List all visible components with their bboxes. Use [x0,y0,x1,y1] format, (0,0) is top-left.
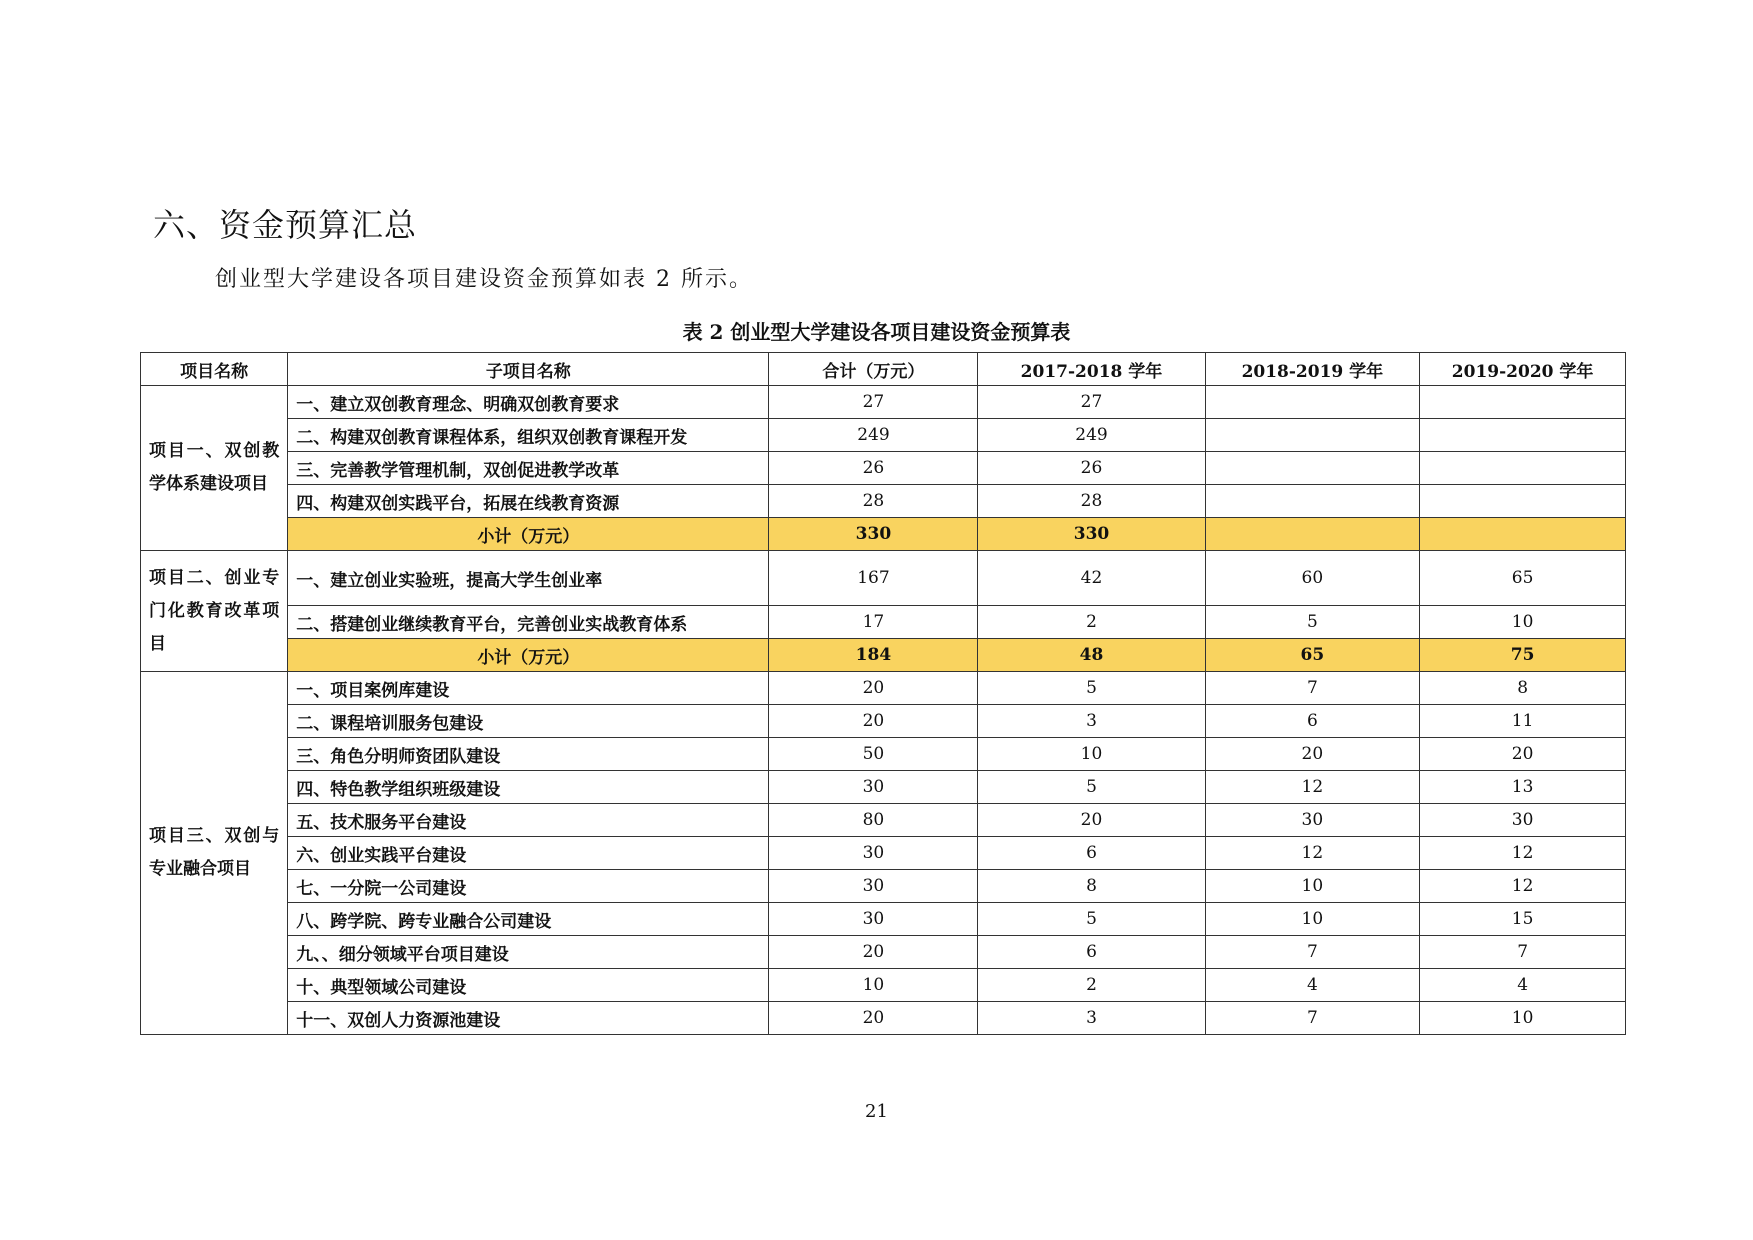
year1-cell: 10 [978,738,1205,771]
table-header [141,353,1626,386]
subtotal-total: 184 [769,639,978,672]
total-cell: 30 [769,870,978,903]
year2-cell: 30 [1205,804,1420,837]
subproject-label: 二、构建双创教育课程体系，组织双创教育课程开发 [288,419,769,452]
total-cell: 30 [769,837,978,870]
total-cell: 20 [769,705,978,738]
year1-cell: 6 [978,837,1205,870]
subproject-label: 三、完善教学管理机制，双创促进教学改革 [288,452,769,485]
subproject-label: 七、一分院一公司建设 [288,870,769,903]
table-row [141,551,1626,606]
table-row [141,804,1626,837]
year2-cell: 12 [1205,837,1420,870]
year3-cell: 10 [1420,1002,1626,1035]
subtotal-year2: 65 [1205,639,1420,672]
year1-cell: 8 [978,870,1205,903]
subtotal-row [141,639,1626,672]
subproject-label: 三、角色分明师资团队建设 [288,738,769,771]
subproject-label: 四、构建双创实践平台，拓展在线教育资源 [288,485,769,518]
table-caption: 表 2 创业型大学建设各项目建设资金预算表 [682,320,1071,344]
table-row [141,606,1626,639]
header-row [141,353,1626,386]
year1-cell: 26 [978,452,1205,485]
subtotal-label: 小计（万元） [288,518,769,551]
subtotal-total: 330 [769,518,978,551]
year2-cell: 5 [1205,606,1420,639]
subproject-label: 二、搭建创业继续教育平台，完善创业实战教育体系 [288,606,769,639]
total-cell: 30 [769,903,978,936]
table-row [141,936,1626,969]
subproject-label: 六、创业实践平台建设 [288,837,769,870]
year3-cell: 4 [1420,969,1626,1002]
total-cell: 27 [769,386,978,419]
table-row [141,672,1626,705]
year3-cell: 20 [1420,738,1626,771]
subproject-label: 十一、双创人力资源池建设 [288,1002,769,1035]
year3-cell: 30 [1420,804,1626,837]
subproject-label: 一、建立创业实验班，提高大学生创业率 [288,551,769,606]
subproject-label: 十、典型领域公司建设 [288,969,769,1002]
year1-cell: 2 [978,606,1205,639]
group-name-project-2: 项目二、创业专门化教育改革项目 [141,551,288,672]
subproject-label: 四、特色教学组织班级建设 [288,771,769,804]
subproject-label: 一、建立双创教育理念、明确双创教育要求 [288,386,769,419]
total-cell: 167 [769,551,978,606]
year2-cell: 20 [1205,738,1420,771]
subproject-label: 五、技术服务平台建设 [288,804,769,837]
year3-cell: 12 [1420,870,1626,903]
year1-cell: 3 [978,1002,1205,1035]
year3-cell [1420,386,1626,419]
year2-cell [1205,452,1420,485]
year2-cell: 6 [1205,705,1420,738]
year2-cell: 7 [1205,1002,1420,1035]
budget-table [140,352,1626,1035]
subtotal-year1: 330 [978,518,1205,551]
group-name-project-1: 项目一、双创教学体系建设项目 [141,386,288,551]
group-name-project-3: 项目三、双创与专业融合项目 [141,672,288,1035]
subproject-label: 九、、细分领域平台项目建设 [288,936,769,969]
year3-cell: 10 [1420,606,1626,639]
total-cell: 249 [769,419,978,452]
table-row [141,452,1626,485]
year2-cell: 10 [1205,870,1420,903]
year3-cell: 13 [1420,771,1626,804]
year3-cell [1420,485,1626,518]
subtotal-year2 [1205,518,1420,551]
table-row [141,903,1626,936]
subtotal-row [141,518,1626,551]
year2-cell: 4 [1205,969,1420,1002]
year1-cell: 27 [978,386,1205,419]
total-cell: 17 [769,606,978,639]
table-body [141,386,1626,1035]
year2-cell [1205,386,1420,419]
year3-cell [1420,452,1626,485]
table-row [141,771,1626,804]
year3-cell: 15 [1420,903,1626,936]
year1-cell: 5 [978,672,1205,705]
year1-cell: 5 [978,771,1205,804]
table-row [141,969,1626,1002]
year2-cell: 60 [1205,551,1420,606]
table-row [141,870,1626,903]
year3-cell: 8 [1420,672,1626,705]
year1-cell: 42 [978,551,1205,606]
total-cell: 26 [769,452,978,485]
header-year-2019-2020: 2019-2020 学年 [1420,353,1626,386]
year3-cell: 7 [1420,936,1626,969]
year2-cell: 7 [1205,672,1420,705]
subproject-label: 一、项目案例库建设 [288,672,769,705]
year1-cell: 3 [978,705,1205,738]
year3-cell: 65 [1420,551,1626,606]
year2-cell [1205,485,1420,518]
header-year-2018-2019: 2018-2019 学年 [1205,353,1420,386]
page-number: 21 [865,1101,888,1122]
year3-cell [1420,419,1626,452]
year1-cell: 28 [978,485,1205,518]
total-cell: 30 [769,771,978,804]
year2-cell: 10 [1205,903,1420,936]
total-cell: 20 [769,672,978,705]
subproject-label: 八、跨学院、跨专业融合公司建设 [288,903,769,936]
year1-cell: 249 [978,419,1205,452]
total-cell: 10 [769,969,978,1002]
year2-cell: 7 [1205,936,1420,969]
total-cell: 20 [769,1002,978,1035]
year1-cell: 5 [978,903,1205,936]
year1-cell: 6 [978,936,1205,969]
subtotal-label: 小计（万元） [288,639,769,672]
total-cell: 80 [769,804,978,837]
year2-cell [1205,419,1420,452]
header-project-name: 项目名称 [141,353,288,386]
subtotal-year3: 75 [1420,639,1626,672]
table-row [141,738,1626,771]
year2-cell: 12 [1205,771,1420,804]
table-row [141,837,1626,870]
year3-cell: 11 [1420,705,1626,738]
table-row [141,386,1626,419]
section-heading: 六、资金预算汇总 [153,206,418,244]
year1-cell: 20 [978,804,1205,837]
header-subproject-name: 子项目名称 [288,353,769,386]
subtotal-year1: 48 [978,639,1205,672]
subtotal-year3 [1420,518,1626,551]
subproject-label: 二、课程培训服务包建设 [288,705,769,738]
header-total: 合计（万元） [769,353,978,386]
table-row [141,1002,1626,1035]
year1-cell: 2 [978,969,1205,1002]
year3-cell: 12 [1420,837,1626,870]
total-cell: 28 [769,485,978,518]
table-row [141,705,1626,738]
intro-paragraph: 创业型大学建设各项目建设资金预算如表 2 所示。 [215,267,753,292]
total-cell: 50 [769,738,978,771]
total-cell: 20 [769,936,978,969]
table-row [141,485,1626,518]
header-year-2017-2018: 2017-2018 学年 [978,353,1205,386]
table-row [141,419,1626,452]
